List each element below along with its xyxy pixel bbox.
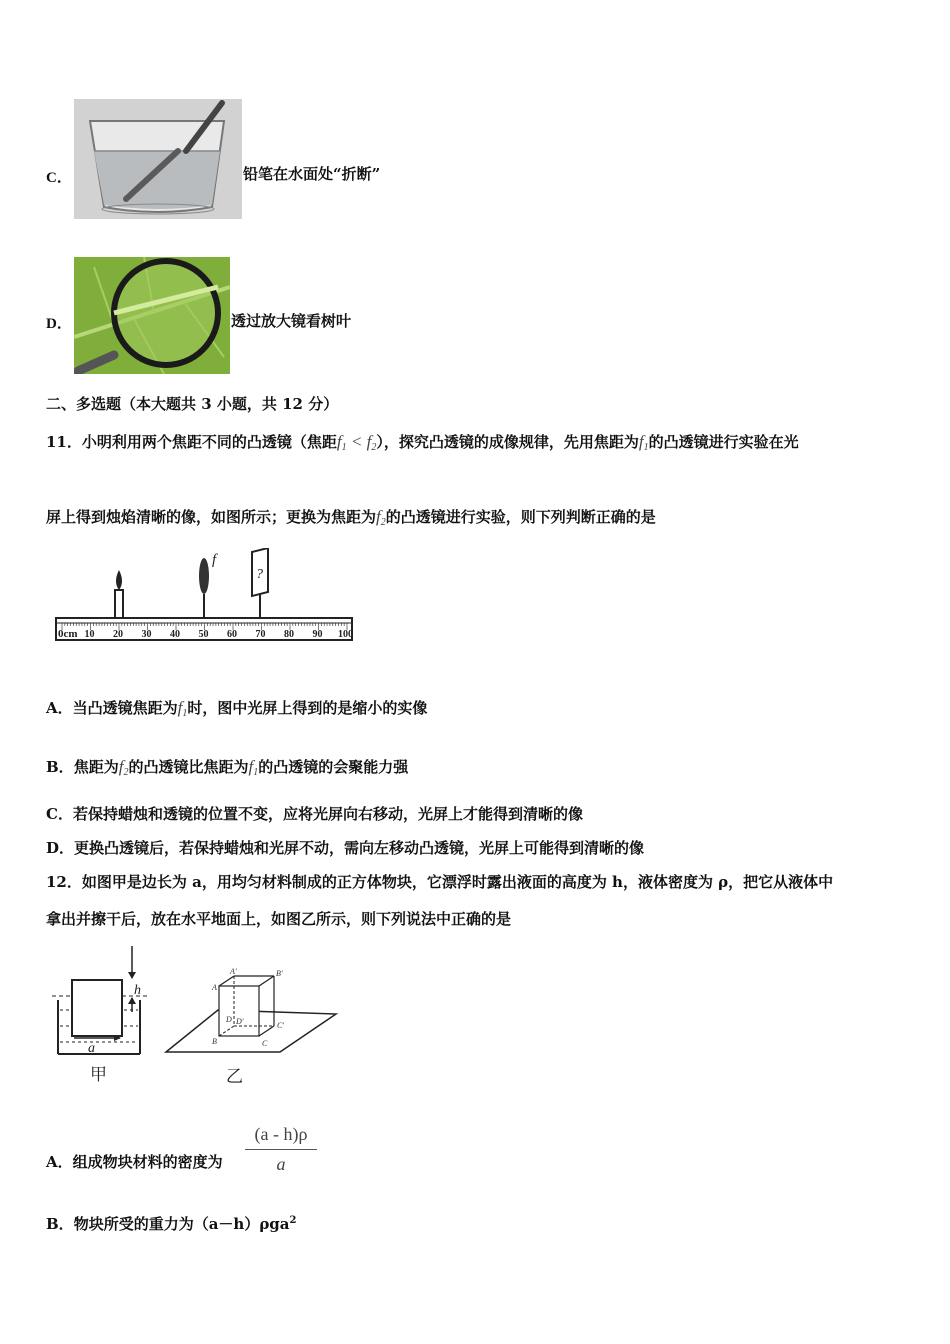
q11-option-a-text-a: 当凸透镜焦距为	[72, 699, 178, 717]
q11-line2-part-a: 屏上得到烛焰清晰的像，如图所示；更换为焦距为	[46, 508, 377, 526]
q11-option-b	[46, 757, 408, 783]
pencil-in-water-image	[74, 99, 242, 219]
light-screen-icon	[252, 548, 268, 618]
q12-line2: 拿出并擦干后，放在水平地面上，如图乙所示，则下列说法中正确的是	[46, 910, 512, 928]
ruler-tick-label: 90	[312, 629, 323, 640]
lens-focal-label: f	[212, 552, 217, 568]
candle-icon	[115, 570, 123, 618]
section-heading: 二、多选题（本大题共 3 小题，共 12 分）	[46, 395, 339, 413]
option-c-text: 铅笔在水面处“折断”	[243, 165, 381, 183]
vertex-b-prime: B'	[276, 969, 283, 978]
q12-option-a-text: 组成物块材料的密度为	[72, 1153, 223, 1171]
ruler-tick-label: 50	[198, 629, 209, 640]
q11-option-b-label: B．	[46, 758, 74, 776]
ruler-tick-label: 10	[84, 629, 95, 640]
ruler-unit: 0cm	[58, 628, 78, 640]
vertex-b: B	[212, 1037, 217, 1046]
q12-option-b-text: 物块所受的重力为（a－h）ρga	[73, 1215, 290, 1233]
less-than-symbol: <	[346, 432, 367, 451]
ruler-tick-label: 100	[338, 629, 353, 640]
magnifier-leaf-image	[74, 257, 230, 374]
q12-option-b-sup: 2	[289, 1215, 297, 1226]
f2-symbol: $f_2$	[376, 507, 386, 528]
q12-line1: 12．如图甲是边长为 a，用均匀材料制成的正方体物块，它漂浮时露出液面的高度为 h，液体密度为 ρ，把它从液体中	[46, 873, 834, 891]
vertex-a: A	[212, 983, 217, 992]
vertex-a-prime: A'	[230, 967, 237, 976]
vertex-c: C	[262, 1039, 268, 1048]
q11-line1-part-b: ），探究凸透镜的成像规律，先用焦距为	[376, 433, 639, 451]
fraction-denominator: a	[276, 1154, 286, 1174]
q12-option-b-label: B．	[46, 1215, 74, 1233]
q11-option-b-text-c: 的凸透镜的会聚能力强	[258, 758, 409, 776]
q11-option-a	[46, 698, 427, 724]
figure-jia-caption: 甲	[90, 1065, 107, 1084]
q12-option-a-label: A．	[46, 1153, 73, 1171]
q11-line2	[46, 507, 656, 533]
figure-yi-caption: 乙	[226, 1067, 243, 1086]
f1-symbol: $f_1$	[336, 432, 347, 453]
f1-symbol: $f_1$	[638, 432, 649, 453]
option-d-label: D．	[46, 316, 72, 332]
f2-symbol: $f_2$	[366, 432, 377, 453]
ruler-tick-label: 40	[170, 629, 180, 640]
q11-option-c-text: 若保持蜡烛和透镜的位置不变，应将光屏向右移动，光屏上才能得到清晰的像	[72, 805, 583, 823]
q12-option-a	[46, 1152, 223, 1172]
ruler-tick-label: 60	[227, 629, 237, 640]
q12-option-b	[46, 1211, 296, 1234]
q11-line1-part-a: 11．小明利用两个焦距不同的凸透镜（焦距	[46, 433, 337, 451]
option-d-text: 透过放大镜看树叶	[231, 312, 352, 330]
q11-line1-part-c: 的凸透镜进行实验在光	[648, 433, 799, 451]
floating-cube-figure	[52, 946, 152, 1086]
q11-option-d-label: D．	[46, 839, 75, 857]
fraction-numerator: (a - h)ρ	[245, 1124, 317, 1150]
ruler-tick-label: 70	[255, 629, 266, 640]
optical-bench-figure	[52, 548, 356, 648]
q11-option-c	[46, 804, 583, 824]
a-label: a	[88, 1041, 95, 1056]
vertex-d-prime: D'	[236, 1017, 244, 1026]
q11-line2-part-b: 的凸透镜进行实验，则下列判断正确的是	[385, 508, 656, 526]
q11-option-c-label: C．	[46, 805, 73, 823]
f1-symbol: $f_1$	[248, 757, 259, 778]
ruler	[56, 618, 353, 640]
ruler-tick-label: 80	[284, 629, 294, 640]
q11-option-d	[46, 838, 644, 858]
ruler-tick-label: 30	[141, 629, 152, 640]
vertex-d: D	[226, 1015, 232, 1024]
q11-option-a-label: A．	[46, 699, 73, 717]
q11-option-b-text-a: 焦距为	[73, 758, 119, 776]
option-c-label: C．	[46, 170, 72, 186]
q11-option-b-text-b: 的凸透镜比焦距为	[128, 758, 249, 776]
density-fraction	[245, 1124, 317, 1175]
q11-option-a-text-b: 时，图中光屏上得到的是缩小的实像	[187, 699, 428, 717]
cube-on-ground-figure	[164, 964, 340, 1086]
f2-symbol: $f_2$	[118, 757, 129, 778]
f1-symbol: $f_1$	[177, 698, 188, 719]
convex-lens-icon	[199, 552, 218, 618]
q11-line1	[46, 432, 799, 458]
vertex-c-prime: C'	[277, 1021, 285, 1030]
h-label: h	[134, 983, 141, 998]
q11-option-d-text: 更换凸透镜后，若保持蜡烛和光屏不动，需向左移动凸透镜，光屏上可能得到清晰的像	[74, 839, 645, 857]
screen-question-mark: ?	[256, 567, 263, 582]
ruler-tick-label: 20	[113, 629, 123, 640]
